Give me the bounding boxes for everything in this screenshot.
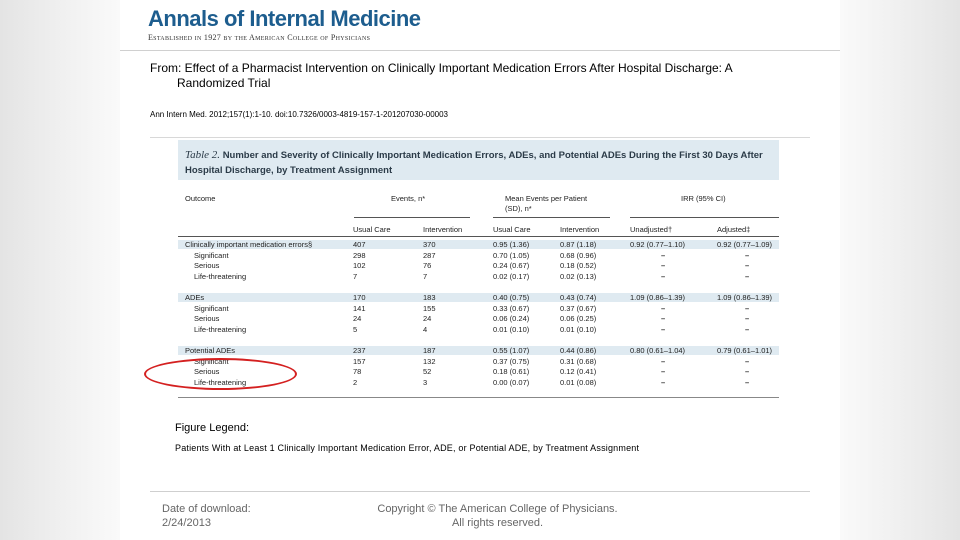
header-mean-usual-care: Usual Care — [493, 225, 531, 234]
table-cell-label: Serious — [194, 314, 220, 323]
header-irr: IRR (95% CI) — [681, 194, 726, 203]
table-caption-prefix: Table 2. — [185, 149, 221, 161]
table-cell-muc: 0.18 (0.61) — [493, 367, 530, 376]
table-bottom-rule — [178, 397, 779, 398]
table-cell-int: 24 — [423, 314, 432, 323]
table-cell-mint: 0.06 (0.25) — [560, 314, 597, 323]
table-cell-int: 287 — [423, 250, 436, 260]
table-cell-int: 4 — [423, 324, 428, 334]
table-cell-int: 183 — [423, 293, 436, 302]
table-cell-uc: 237 — [353, 346, 366, 355]
table-cell-uc: 102 — [353, 261, 366, 270]
copyright-line2: All rights reserved. — [451, 517, 544, 529]
table-cell-uc: 407 — [353, 240, 366, 249]
table-cell-label: Clinically important medication errors§ — [185, 240, 313, 249]
table-row — [178, 240, 779, 249]
table-cell-adj: – — [745, 356, 750, 366]
header-intervention: Intervention — [423, 225, 463, 234]
table-cell-uc: 141 — [353, 303, 366, 313]
header-mean-events-line2: (SD), n* — [505, 204, 532, 213]
header-unadjusted: Unadjusted† — [630, 225, 673, 234]
table-cell-mint: 0.44 (0.86) — [560, 346, 597, 355]
header-outcome: Outcome — [185, 194, 216, 203]
header-rule-events — [354, 217, 470, 218]
table-cell-mint: 0.01 (0.10) — [560, 324, 597, 334]
table-cell-unadj: – — [661, 271, 666, 281]
copyright-line1: Copyright © The American College of Physicians. — [377, 503, 618, 515]
table-cell-mint: 0.02 (0.13) — [560, 271, 597, 281]
table-cell-label: Significant — [194, 303, 229, 313]
table-cell-adj: – — [745, 367, 750, 376]
article-title-line2: Randomized Trial — [177, 76, 271, 90]
header-mean-intervention: Intervention — [560, 225, 600, 234]
table-cell-unadj: – — [661, 303, 666, 313]
table-row — [178, 251, 779, 260]
table-cell-muc: 0.95 (1.36) — [493, 240, 530, 249]
table-cell-label: Potential ADEs — [185, 346, 236, 355]
table-cell-uc: 157 — [353, 356, 366, 366]
table-cell-label: Life-threatening — [194, 377, 247, 387]
table-cell-adj: – — [745, 303, 750, 313]
table-cell-muc: 0.40 (0.75) — [493, 293, 530, 302]
header-bottom-rule — [178, 236, 779, 237]
table-cell-muc: 0.01 (0.10) — [493, 324, 530, 334]
table-cell-int: 76 — [423, 261, 432, 270]
table-caption-line2: Hospital Discharge, by Treatment Assignment — [185, 165, 393, 176]
table-cell-label: Life-threatening — [194, 271, 247, 281]
journal-title: Annals of Internal Medicine — [148, 6, 421, 31]
journal-established-line: Established in 1927 by the American College of Physicians — [148, 33, 371, 42]
table-cell-int: 3 — [423, 377, 428, 387]
table-cell-unadj: 0.80 (0.61–1.04) — [630, 346, 686, 355]
table-cell-adj: – — [745, 324, 750, 334]
table-cell-unadj: – — [661, 356, 666, 366]
table-cell-uc: 2 — [353, 377, 358, 387]
table-cell-muc: 0.33 (0.67) — [493, 303, 530, 313]
table-cell-mint: 0.87 (1.18) — [560, 240, 597, 249]
header-mean-events-line1: Mean Events per Patient — [505, 194, 588, 203]
table-cell-uc: 78 — [353, 367, 362, 376]
table-cell-label: Significant — [194, 250, 229, 260]
table-cell-adj: 0.92 (0.77–1.09) — [717, 240, 773, 249]
article-citation: Ann Intern Med. 2012;157(1):1-10. doi:10.7326/0003-4819-157-1-201207030-00003 — [150, 110, 449, 119]
right-gradient-margin — [840, 0, 960, 540]
table-cell-uc: 5 — [353, 324, 358, 334]
figure-legend-text: Patients With at Least 1 Clinically Important Medication Error, ADE, or Potential ADE, by Treatment Assignment — [175, 443, 640, 453]
table-row — [178, 293, 779, 302]
table-cell-uc: 298 — [353, 250, 366, 260]
header-usual-care: Usual Care — [353, 225, 391, 234]
header-rule-irr — [630, 217, 779, 218]
table-cell-unadj: – — [661, 250, 666, 260]
table-cell-adj: – — [745, 271, 750, 281]
table-cell-uc: 7 — [353, 271, 358, 281]
article-title — [150, 61, 800, 91]
table-cell-label: Significant — [194, 356, 229, 366]
table-cell-label: Serious — [194, 261, 220, 270]
table-cell-int: 52 — [423, 367, 432, 376]
table-caption — [178, 140, 779, 180]
table-cell-muc: 0.70 (1.05) — [493, 250, 530, 260]
article-title-line1: From: Effect of a Pharmacist Intervention on Clinically Important Medication Errors After Hospital Discharge: A — [150, 61, 733, 75]
table-cell-unadj: – — [661, 261, 666, 270]
table-cell-mint: 0.31 (0.68) — [560, 356, 597, 366]
table-cell-unadj: – — [661, 314, 666, 323]
table-cell-adj: – — [745, 377, 750, 387]
table-cell-unadj: – — [661, 324, 666, 334]
header-adjusted: Adjusted‡ — [717, 225, 751, 234]
table-cell-muc: 0.06 (0.24) — [493, 314, 530, 323]
table-row — [178, 304, 779, 313]
table-cell-label: Life-threatening — [194, 324, 247, 334]
table-cell-adj: – — [745, 261, 750, 270]
table-cell-muc: 0.37 (0.75) — [493, 356, 530, 366]
table-cell-adj: 1.09 (0.86–1.39) — [717, 293, 773, 302]
table-cell-adj: – — [745, 314, 750, 323]
table-cell-mint: 0.68 (0.96) — [560, 250, 597, 260]
table-cell-int: 155 — [423, 303, 436, 313]
table-cell-unadj: – — [661, 377, 666, 387]
footer-divider — [150, 491, 810, 492]
table-row — [178, 325, 779, 334]
table-cell-muc: 0.55 (1.07) — [493, 346, 530, 355]
table-row — [178, 314, 779, 323]
table-cell-unadj: 1.09 (0.86–1.39) — [630, 293, 686, 302]
table-row — [178, 346, 779, 355]
table-cell-uc: 24 — [353, 314, 362, 323]
table-cell-unadj: 0.92 (0.77–1.10) — [630, 240, 686, 249]
table-cell-mint: 0.18 (0.52) — [560, 261, 597, 270]
table-row — [178, 272, 779, 281]
table-cell-mint: 0.43 (0.74) — [560, 293, 597, 302]
table-row — [178, 261, 779, 270]
table-cell-int: 370 — [423, 240, 436, 249]
table-caption-text — [185, 148, 775, 178]
table-cell-int: 187 — [423, 346, 436, 355]
table-cell-label: ADEs — [185, 293, 205, 302]
table-top-rule — [150, 137, 810, 138]
table-cell-adj: 0.79 (0.61–1.01) — [717, 346, 773, 355]
table-cell-unadj: – — [661, 367, 666, 376]
table-cell-adj: – — [745, 250, 750, 260]
red-annotation-ellipse — [144, 358, 297, 390]
figure-legend-title: Figure Legend: — [175, 422, 249, 434]
header-events: Events, n* — [391, 194, 426, 203]
table-cell-muc: 0.24 (0.67) — [493, 261, 530, 270]
table-cell-int: 132 — [423, 356, 436, 366]
table-cell-mint: 0.37 (0.67) — [560, 303, 597, 313]
table-cell-mint: 0.12 (0.41) — [560, 367, 597, 376]
left-gradient-margin — [0, 0, 120, 540]
table-cell-muc: 0.00 (0.07) — [493, 377, 530, 387]
table-cell-muc: 0.02 (0.17) — [493, 271, 530, 281]
table-cell-label: Serious — [194, 367, 220, 376]
download-date — [162, 502, 251, 530]
table-cell-int: 7 — [423, 271, 428, 281]
copyright-notice — [340, 502, 655, 530]
table-caption-line1: Number and Severity of Clinically Important Medication Errors, ADEs, and Potential ADEs During the First 30 Days After — [222, 150, 763, 161]
download-date-value: 2/24/2013 — [162, 517, 211, 529]
header-rule-mean — [493, 217, 610, 218]
download-date-label: Date of download: — [162, 503, 251, 515]
table-cell-mint: 0.01 (0.08) — [560, 377, 597, 387]
table-cell-uc: 170 — [353, 293, 366, 302]
